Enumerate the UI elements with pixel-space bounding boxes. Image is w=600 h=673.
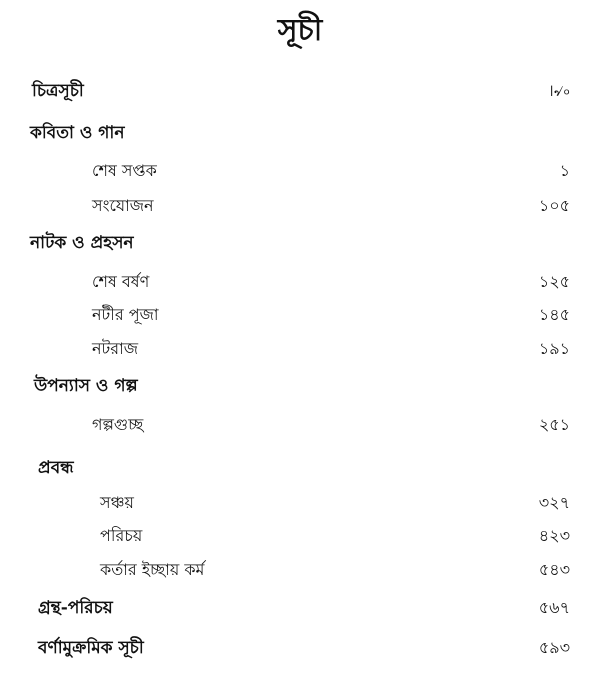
toc-entry-label: সঞ্চয় — [100, 493, 134, 512]
toc-entry-list-of-illustrations[interactable] — [0, 78, 600, 108]
toc-section-label: নাটক ও প্রহসন — [30, 233, 134, 253]
toc-entry[interactable] — [0, 523, 600, 553]
toc-entry[interactable] — [0, 557, 600, 587]
toc-section-label: কবিতা ও গান — [30, 123, 125, 143]
toc-entry-page: ২৫১ — [538, 415, 570, 434]
toc-section-poems-and-songs — [0, 120, 600, 150]
toc-entry-page: ১০৫ — [538, 196, 570, 215]
toc-section-label: উপন্যাস ও গল্প — [34, 376, 138, 396]
toc-entry-page: ।৵৹ — [548, 81, 570, 100]
toc-entry-label: কর্তার ইচ্ছায় কর্ম — [100, 560, 205, 579]
toc-entry-label: শেষ বর্ষণ — [92, 272, 150, 291]
toc-section-label: প্রবন্ধ — [38, 458, 74, 478]
toc-entry-label: সংযোজন — [92, 196, 154, 215]
toc-section-essays — [0, 455, 600, 485]
toc-entry-label: নটরাজ — [92, 339, 139, 358]
toc-entry-label: শেষ সপ্তক — [92, 161, 157, 180]
toc-entry-label: চিত্রসূচী — [32, 81, 84, 101]
toc-entry-page: ১২৫ — [538, 272, 570, 291]
toc-section-novels-and-stories — [0, 373, 600, 403]
toc-entry-label: গল্পগুচ্ছ — [92, 415, 144, 434]
toc-entry-label: নটীর পূজা — [92, 305, 159, 324]
toc-entry-book-notes[interactable] — [0, 595, 600, 625]
toc-entry-page: ১৪৫ — [538, 305, 570, 324]
toc-entry[interactable] — [0, 193, 600, 223]
toc-entry[interactable] — [0, 158, 600, 188]
toc-entry-page: ৩২৭ — [538, 493, 570, 512]
toc-entry[interactable] — [0, 336, 600, 366]
toc-entry-alphabetical-index[interactable] — [0, 635, 600, 665]
toc-entry[interactable] — [0, 269, 600, 299]
toc-entry-page: ৫৬৭ — [538, 598, 570, 617]
toc-entry-page: ১৯১ — [538, 339, 570, 358]
toc-entry[interactable] — [0, 302, 600, 332]
toc-entry-label: বর্ণামুক্রমিক সূচী — [38, 638, 144, 658]
toc-entry[interactable] — [0, 490, 600, 520]
toc-entry-label: গ্রন্থ-পরিচয় — [38, 598, 113, 618]
toc-entry-label: পরিচয় — [100, 526, 143, 545]
toc-entry-page: ১ — [559, 161, 570, 180]
toc-entry[interactable] — [0, 412, 600, 442]
toc-section-drama — [0, 230, 600, 260]
toc-entry-page: ৪২৩ — [538, 526, 570, 545]
page-title: সূচী — [277, 13, 323, 48]
toc-entry-page: ৫৯৩ — [538, 638, 570, 657]
toc-entry-page: ৫৪৩ — [538, 560, 570, 579]
